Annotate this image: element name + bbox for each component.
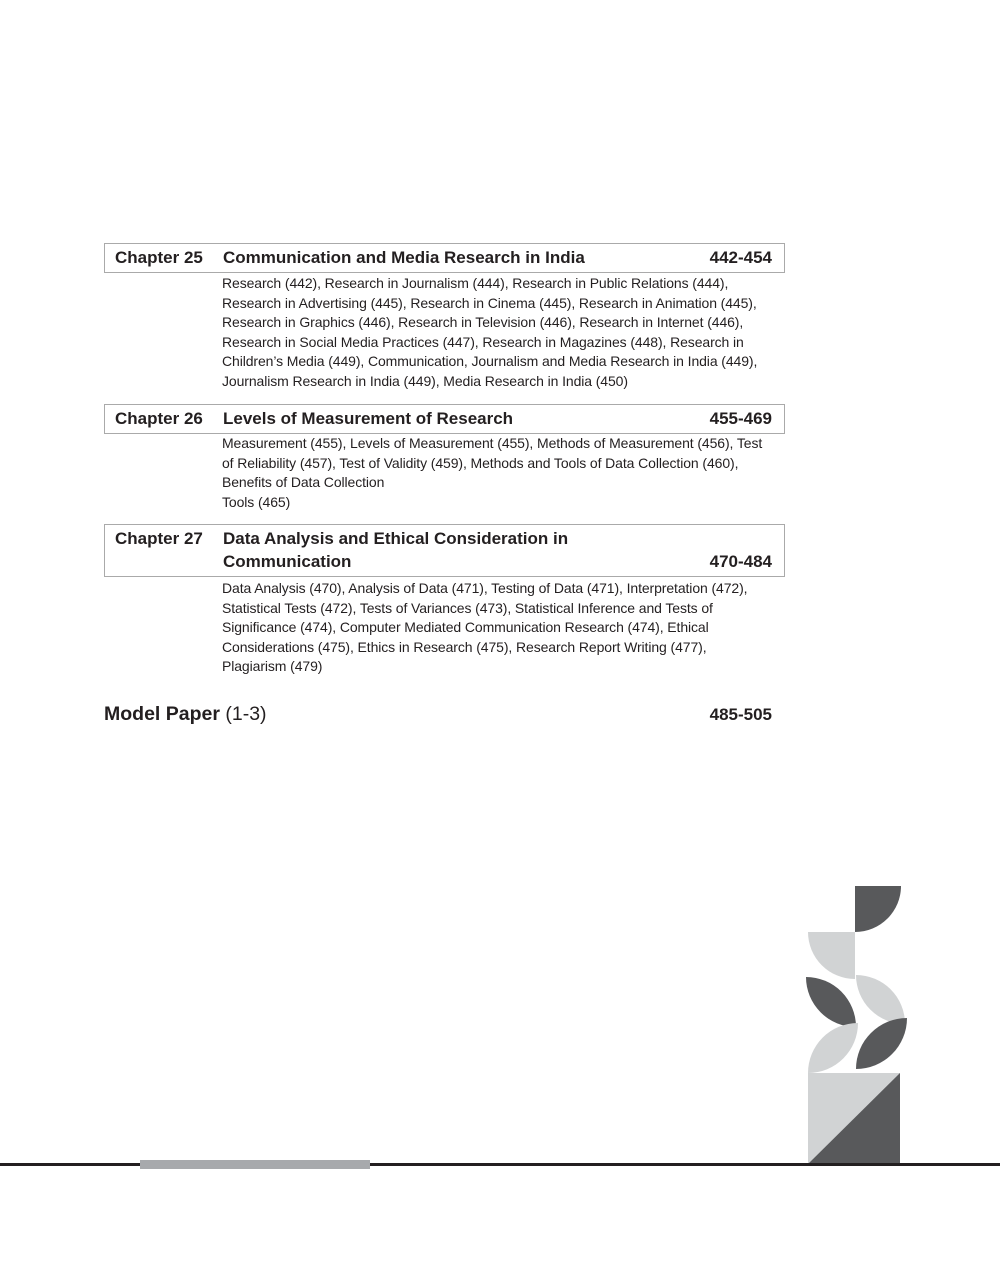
plant-leaf-light-left-icon xyxy=(808,1023,858,1073)
chapter-27-title-line1: Data Analysis and Ethical Consideration in xyxy=(223,529,569,548)
chapter-27-pages: 470-484 xyxy=(709,552,772,571)
chapter-25-header xyxy=(104,243,785,273)
chapter-26-title: Levels of Measurement of Research xyxy=(223,409,514,428)
plant-quarter-circle-dark-icon xyxy=(855,886,901,932)
chapter-27-header xyxy=(104,524,785,577)
chapter-25-pages: 442-454 xyxy=(709,248,772,267)
chapter-27-title xyxy=(223,527,710,573)
topic-line: Research in Graphics (446), Research in Television (446), Research in Internet (446), xyxy=(222,314,744,330)
model-paper-title xyxy=(104,703,267,726)
topic-line: Statistical Tests (472), Tests of Variances (473), Statistical Inference and Tests of xyxy=(222,599,713,616)
plant-leaf-dark-left-icon xyxy=(806,977,856,1027)
topic-line: Research (442), Research in Journalism (444), Research in Public Relations (444), xyxy=(222,275,729,291)
model-paper-pages: 485-505 xyxy=(709,705,772,724)
chapter-26-pages: 455-469 xyxy=(709,409,772,428)
topic-line: Benefits of Data Collection xyxy=(222,474,385,490)
topic-line: Research in Social Media Practices (447), Research in Magazines (448), Research in xyxy=(222,333,744,350)
plant-leaf-light-right-icon xyxy=(856,975,905,1024)
chapter-25-label: Chapter 25 xyxy=(115,248,203,267)
topic-line: Research in Advertising (445), Research in Cinema (445), Research in Animation (445), xyxy=(222,294,757,311)
chapter-26-header xyxy=(104,404,785,434)
topic-line: Considerations (475), Ethics in Research (475), Research Report Writing (477), xyxy=(222,638,707,655)
plant-leaf-dark-right-icon xyxy=(856,1018,907,1069)
model-paper-range: (1-3) xyxy=(219,703,267,725)
topic-line: Children’s Media (449), Communication, Journalism and Media Research in India (449), xyxy=(222,353,758,369)
chapter-25-title: Communication and Media Research in India xyxy=(223,248,585,267)
topic-line: Journalism Research in India (449), Media Research in India (450) xyxy=(222,372,628,389)
chapter-26-topics xyxy=(222,434,784,512)
topic-line: Data Analysis (470), Analysis of Data (471), Testing of Data (471), Interpretation (472), xyxy=(222,580,748,596)
model-paper-row xyxy=(104,703,772,726)
chapter-27-title-line2: Communication xyxy=(223,552,352,571)
model-paper-label: Model Paper xyxy=(104,703,220,725)
chapter-27-topics xyxy=(222,579,784,677)
chapter-26-label: Chapter 26 xyxy=(115,409,203,428)
topic-line: Tools (465) xyxy=(222,493,291,510)
plant-logo-graphic xyxy=(805,884,907,1165)
plant-quarter-circle-light-icon xyxy=(808,932,855,979)
topic-line: Measurement (455), Levels of Measurement (455), Methods of Measurement (456), Test xyxy=(222,435,763,451)
chapter-25-topics xyxy=(222,274,784,391)
topic-line: Plagiarism (479) xyxy=(222,658,323,674)
topic-line: of Reliability (457), Test of Validity (459), Methods and Tools of Data Collection (460), xyxy=(222,454,739,471)
chapter-27-label: Chapter 27 xyxy=(115,529,203,548)
footer-gray-bar xyxy=(140,1160,370,1169)
topic-line: Significance (474), Computer Mediated Communication Research (474), Ethical xyxy=(222,619,709,635)
